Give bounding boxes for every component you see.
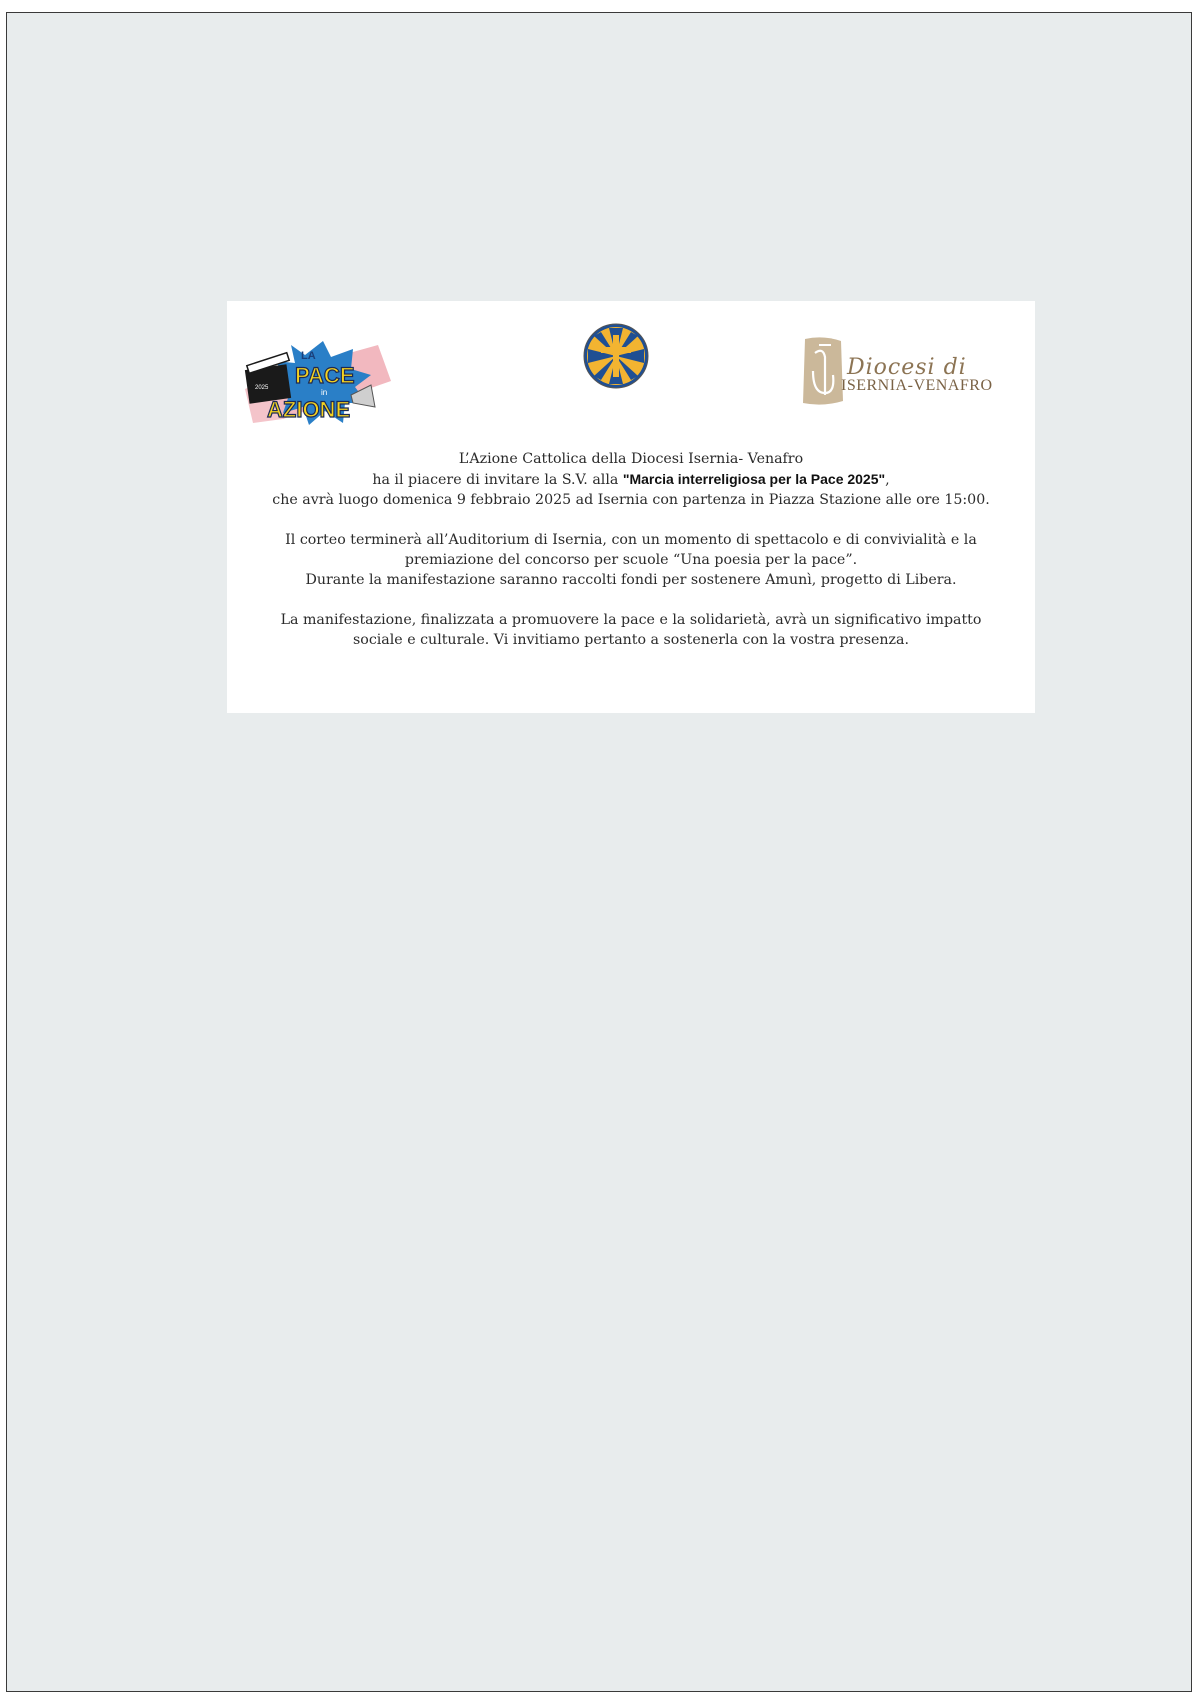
invitation-body: [227, 449, 1035, 670]
invitation-text: ,: [885, 472, 890, 488]
event-title: "Marcia interreligiosa per la Pace 2025": [622, 471, 886, 487]
invitation-line: L’Azione Cattolica della Diocesi Isernia- Venafro: [458, 451, 804, 467]
invitation-text: ha il piacere di invitare la S.V. alla: [372, 472, 623, 488]
diocesi-isernia-venafro-logo: [801, 335, 1001, 413]
svg-text:AZIONE: AZIONE: [267, 397, 351, 422]
invitation-line: sociale e culturale. Vi invitiamo pertanto a sostenerla con la vostra presenza.: [353, 632, 909, 648]
invitation-card: [227, 301, 1035, 713]
svg-text:PACE: PACE: [295, 363, 355, 388]
invitation-line: [227, 469, 1035, 490]
azione-cattolica-logo: [583, 323, 649, 389]
pace-year-text: 2025: [255, 385, 269, 391]
invitation-line: Durante la manifestazione saranno raccolti fondi per sostenere Amunì, progetto di Libera.: [305, 572, 957, 588]
diocesi-logo-line1: Diocesi di: [847, 355, 967, 380]
invitation-line: Il corteo terminerà all’Auditorium di Isernia, con un momento di spettacolo e di convivialità e la: [285, 532, 977, 548]
diocesi-logo-line2: ISERNIA-VENAFRO: [841, 377, 993, 394]
invitation-paragraph-3: [227, 610, 1035, 650]
invitation-line: che avrà luogo domenica 9 febbraio 2025 ad Isernia con partenza in Piazza Stazione alle ore 15:00.: [272, 492, 990, 508]
svg-text:LA: LA: [301, 350, 316, 362]
invitation-paragraph-1: [227, 449, 1035, 510]
la-pace-in-azione-logo: [243, 337, 393, 427]
invitation-paragraph-2: [227, 530, 1035, 590]
diocesi-emblem-icon: [801, 335, 845, 407]
invitation-line: premiazione del concorso per scuole “Una poesia per la pace”.: [404, 552, 858, 568]
svg-text:in: in: [321, 388, 328, 397]
document-page: [6, 12, 1192, 1692]
invitation-line: La manifestazione, finalizzata a promuovere la pace e la solidarietà, avrà un significativo impatto: [280, 612, 982, 628]
